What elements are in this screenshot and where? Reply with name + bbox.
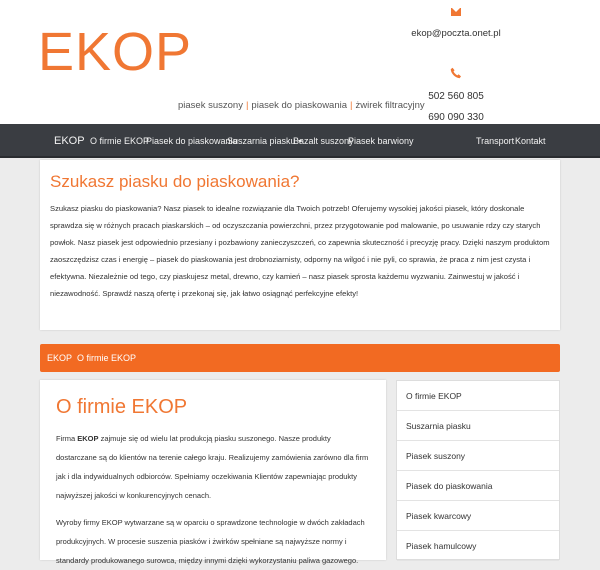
page-title: O firmie EKOP [56, 396, 188, 418]
phone-icon [450, 67, 462, 79]
intro-box [40, 160, 560, 330]
tagline-item: żwirek filtracyjny [355, 100, 425, 111]
site-logo[interactable]: EKOP [38, 22, 193, 82]
email-link[interactable]: ekop@poczta.onet.pl [411, 28, 501, 39]
breadcrumb-current[interactable]: O firmie EKOP [77, 353, 137, 363]
main-content [40, 380, 386, 565]
breadcrumb-home[interactable]: EKOP [47, 353, 73, 363]
tagline-item: piasek do piaskowania [251, 100, 348, 111]
content-paragraph: Wyroby firmy EKOP wytwarzane są w oparciu o sprawdzone technologie w dwóch zakładach produkcyjnych. W procesie suszenia piasków i żwirków spełniane są najwyższe normy i standardy produkowanego surowca, między innymi dzięki wykorzystaniu paliwa gazowego. [56, 518, 365, 565]
intro-title: Szukasz piasku do piaskowania? [50, 172, 300, 191]
sidebar-item-piasek-hamulcowy[interactable]: Piasek hamulcowy [397, 531, 559, 561]
nav-item-suszarnia-dropdown[interactable] [227, 124, 302, 158]
site-header [0, 0, 600, 124]
tagline-separator: | [350, 100, 353, 111]
tagline-item: piasek suszony [178, 100, 243, 111]
sidebar-item-piasek-kwarcowy[interactable]: Piasek kwarcowy [397, 501, 559, 531]
phone-number-2[interactable]: 690 090 330 [428, 112, 484, 123]
nav-item-piasek-do-piaskowania[interactable]: Piasek do piaskowania [146, 136, 238, 146]
company-name: EKOP [77, 434, 99, 443]
nav-item-label: Suszarnia piasku [227, 136, 296, 146]
paragraph-prefix: Firma [56, 434, 78, 443]
envelope-icon [451, 8, 461, 16]
intro-text: Szukasz piasku do piaskowania? Nasz piasek to idealne rozwiązanie dla Twoich potrzeb! Oferujemy wysokiej jakości piasek, który doskonale sprawdza się w różnych pracach piaskarskich – od oczyszczania powierzchni, przez przygotowanie pod malowanie, po usuwanie rdzy czy starych powłok. Nasz piasek jest odpowiednio przesiany i pozbawiony zanieczyszczeń, co zapewnia skuteczność i precyzję pracy. Dzięki naszym produktom zaoszczędzisz czas i energię – piasek do piaskowania jest drobnoziarnisty, odporny na wilgoć i nie pyli, co sprawia, że praca z nim jest czysta i efektywna. Niezależnie od tego, czy piaskujesz metal, drewno, czy kamień – nasz piasek sprosta każdemu wyzwaniu. Zainwestuj w jakość i niezawodność. Sprawdź naszą ofertę i przekonaj się, jak łatwo osiągnąć perfekcyjne efekty! [50, 204, 550, 298]
sidebar-item-suszarnia[interactable]: Suszarnia piasku [397, 411, 559, 441]
paragraph-rest: zajmuje się od wielu lat produkcją piasku suszonego. Nasze produkty dostarczane są do klientów na terenie całego kraju. Realizujemy zamówienia zarówno dla firm jak i dla indywidualnych odbiorców. Spełniamy oczekiwania Klientów zapewniając produkty najwyższej jakości w konkurencyjnych cenach. [56, 434, 369, 500]
sidebar-item-o-firmie[interactable]: O firmie EKOP [397, 381, 559, 411]
nav-item-o-firmie[interactable]: O firmie EKOP [90, 136, 150, 146]
sidebar-item-piasek-do-piaskowania[interactable]: Piasek do piaskowania [397, 471, 559, 501]
sidebar-item-piasek-suszony[interactable]: Piasek suszony [397, 441, 559, 471]
phone-number-1[interactable]: 502 560 805 [428, 91, 484, 102]
nav-brand[interactable]: EKOP [54, 135, 85, 147]
nav-item-piasek-barwiony[interactable]: Piasek barwiony [348, 136, 414, 146]
tagline-separator: | [245, 100, 249, 111]
nav-item-transport[interactable]: Transport [476, 136, 515, 146]
breadcrumb [40, 344, 560, 372]
content-paragraph [56, 429, 370, 505]
sidebar-menu [396, 380, 560, 560]
nav-item-bazalt-suszony[interactable]: Bazalt suszony [293, 136, 354, 146]
contact-block [400, 4, 512, 123]
nav-item-kontakt[interactable]: Kontakt [515, 136, 546, 146]
main-navbar [0, 124, 600, 158]
tagline [178, 100, 425, 111]
